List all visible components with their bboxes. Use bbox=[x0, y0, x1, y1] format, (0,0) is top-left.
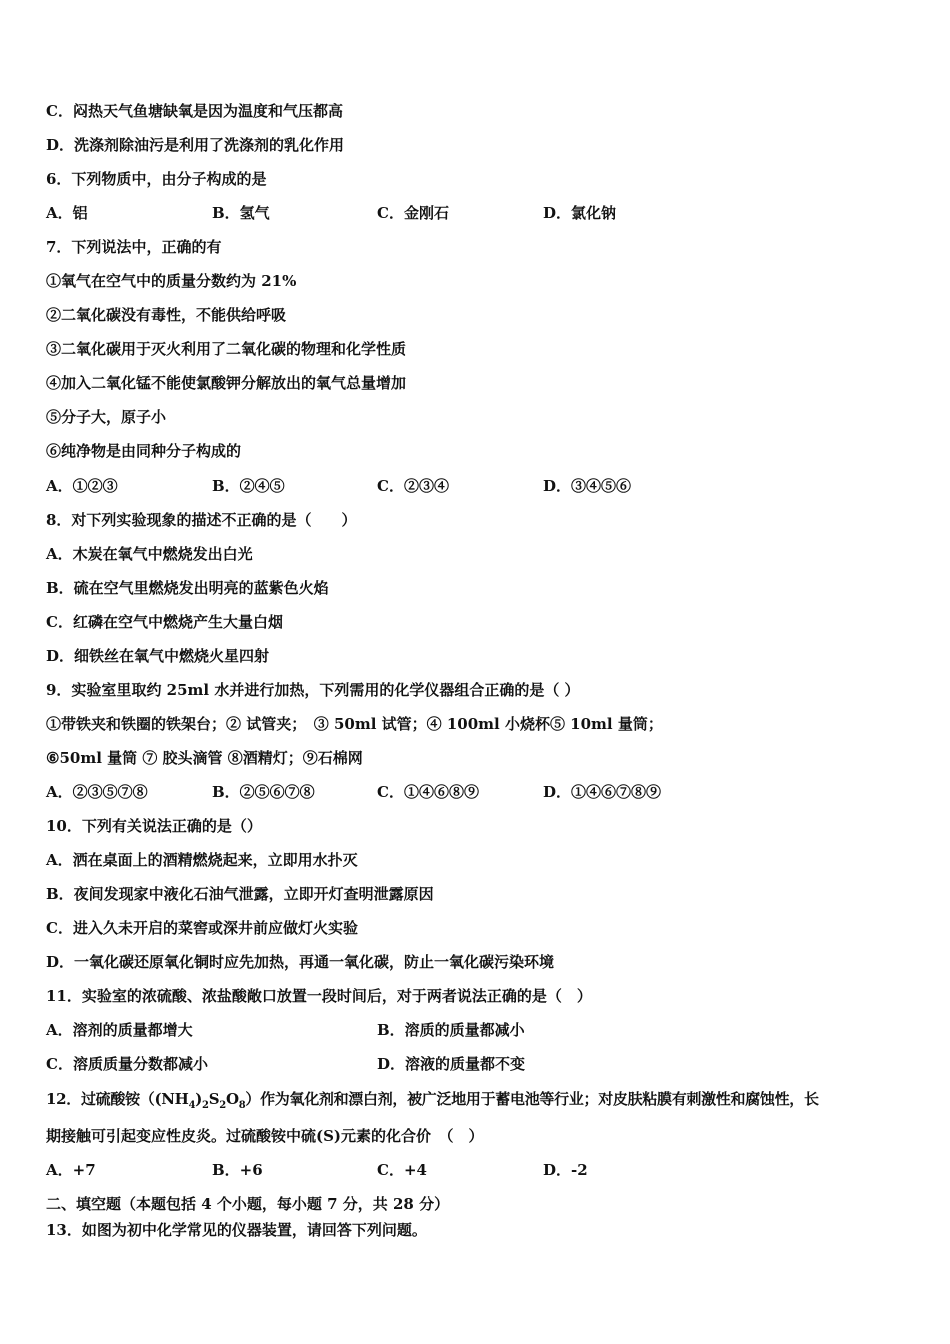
q9-option-a: A．②③⑤⑦⑧ bbox=[46, 783, 148, 801]
q12-option-d: D．-2 bbox=[543, 1161, 588, 1179]
q7-option-a: A．①②③ bbox=[46, 477, 118, 495]
formula-part: O bbox=[225, 1090, 239, 1108]
q12-stem-prefix: 12．过硫酸铵（(NH bbox=[46, 1090, 189, 1108]
q7-statement-5: ⑤分子大，原子小 bbox=[46, 408, 167, 426]
q9-instruments-line-2: ⑥50ml 量筒 ⑦ 胶头滴管 ⑧酒精灯；⑨石棉网 bbox=[46, 749, 363, 767]
q10-option-a: A．洒在桌面上的酒精燃烧起来，立即用水扑灭 bbox=[46, 851, 358, 869]
section-heading: 二、填空题（本题包括 4 个小题，每小题 7 分，共 28 分） bbox=[46, 1195, 450, 1213]
q9-option-d: D．①④⑥⑦⑧⑨ bbox=[543, 783, 662, 801]
q11-option-b: B．溶质的质量都减小 bbox=[377, 1021, 525, 1039]
q11-option-d: D．溶液的质量都不变 bbox=[377, 1055, 526, 1073]
q5-option-c: C．闷热天气鱼塘缺氧是因为温度和气压都高 bbox=[46, 102, 343, 120]
q6-option-c: C．金刚石 bbox=[377, 204, 449, 222]
q9-option-c: C．①④⑥⑧⑨ bbox=[377, 783, 479, 801]
formula-subscript: 8 bbox=[238, 1100, 246, 1111]
q9-option-b: B．②⑤⑥⑦⑧ bbox=[212, 783, 315, 801]
q7-option-c: C．②③④ bbox=[377, 477, 449, 495]
q6-stem: 6．下列物质中，由分子构成的是 bbox=[46, 170, 267, 188]
q11-option-a: A．溶剂的质量都增大 bbox=[46, 1021, 193, 1039]
q10-option-c: C．进入久未开启的菜窖或深井前应做灯火实验 bbox=[46, 919, 358, 937]
q12-stem-continued: 期接触可引起变应性皮炎。过硫酸铵中硫(S)元素的化合价 （ ） bbox=[46, 1127, 484, 1145]
q7-statement-6: ⑥纯净物是由同种分子构成的 bbox=[46, 442, 242, 460]
q7-stem: 7．下列说法中，正确的有 bbox=[46, 238, 222, 256]
q10-option-b: B．夜间发现家中液化石油气泄露，立即开灯查明泄露原因 bbox=[46, 885, 434, 903]
q7-statement-4: ④加入二氧化锰不能使氯酸钾分解放出的氧气总量增加 bbox=[46, 374, 407, 392]
formula-subscript: 2 bbox=[219, 1100, 226, 1111]
q12-option-b: B．+6 bbox=[212, 1161, 263, 1179]
q8-option-a: A．木炭在氧气中燃烧发出白光 bbox=[46, 545, 253, 563]
q6-option-a: A．铝 bbox=[46, 204, 88, 222]
q13-stem: 13．如图为初中化学常见的仪器装置，请回答下列问题。 bbox=[46, 1221, 427, 1239]
q8-option-b: B．硫在空气里燃烧发出明亮的蓝紫色火焰 bbox=[46, 579, 329, 597]
q8-option-c: C．红磷在空气中燃烧产生大量白烟 bbox=[46, 613, 283, 631]
q12-stem bbox=[46, 1088, 819, 1110]
q9-stem: 9．实验室里取约 25ml 水并进行加热，下列需用的化学仪器组合正确的是（ ） bbox=[46, 681, 580, 699]
formula-part: ) bbox=[195, 1090, 203, 1108]
q7-option-d: D．③④⑤⑥ bbox=[543, 477, 632, 495]
q7-option-b: B．②④⑤ bbox=[212, 477, 285, 495]
q9-instruments-line-1: ①带铁夹和铁圈的铁架台；② 试管夹； ③ 50ml 试管；④ 100ml 小烧杯⑤ 10ml 量筒； bbox=[46, 715, 663, 733]
formula-subscript: 2 bbox=[202, 1100, 209, 1111]
formula-part: S bbox=[208, 1090, 220, 1108]
q10-stem: 10．下列有关说法正确的是（） bbox=[46, 817, 262, 835]
formula-subscript: 4 bbox=[188, 1100, 196, 1111]
q8-stem: 8．对下列实验现象的描述不正确的是（ ） bbox=[46, 511, 357, 529]
q8-option-d: D．细铁丝在氧气中燃烧火星四射 bbox=[46, 647, 270, 665]
q7-statement-3: ③二氧化碳用于灭火利用了二氧化碳的物理和化学性质 bbox=[46, 340, 407, 358]
q10-option-d: D．一氧化碳还原氧化铜时应先加热，再通一氧化碳，防止一氧化碳污染环境 bbox=[46, 953, 555, 971]
q6-option-b: B．氢气 bbox=[212, 204, 270, 222]
q12-option-a: A．+7 bbox=[46, 1161, 96, 1179]
q6-option-d: D．氯化钠 bbox=[543, 204, 617, 222]
q7-statement-1: ①氧气在空气中的质量分数约为 21% bbox=[46, 272, 297, 290]
q11-option-c: C．溶质质量分数都减小 bbox=[46, 1055, 208, 1073]
q7-statement-2: ②二氧化碳没有毒性，不能供给呼吸 bbox=[46, 306, 287, 324]
q12-stem-suffix: ）作为氧化剂和漂白剂，被广泛地用于蓄电池等行业；对皮肤粘膜有刺激性和腐蚀性，长 bbox=[245, 1090, 819, 1108]
q5-option-d: D．洗涤剂除油污是利用了洗涤剂的乳化作用 bbox=[46, 136, 345, 154]
q12-option-c: C．+4 bbox=[377, 1161, 427, 1179]
q11-stem: 11．实验室的浓硫酸、浓盐酸敞口放置一段时间后，对于两者说法正确的是（ ） bbox=[46, 987, 592, 1005]
